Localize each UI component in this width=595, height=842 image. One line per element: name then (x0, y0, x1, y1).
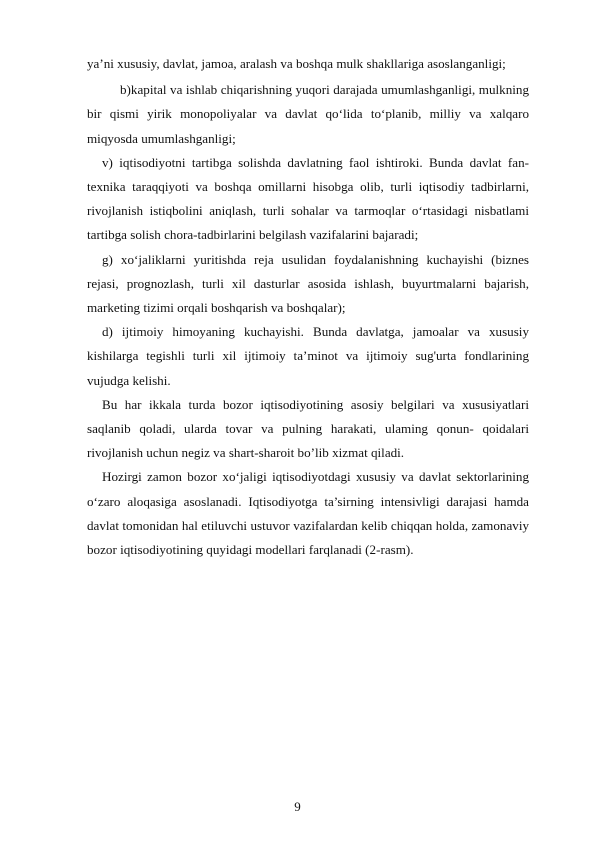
paragraph-g: g) xo‘jaliklarni yuritishda reja usulidan foydalanishning kuchayishi (biznes rejasi, prognozlash, turli xil dasturlar asosida ishlash, buyurtmalarni bajarish, marketing tizimi orqali boshqarish va boshqalar); (87, 251, 529, 316)
paragraph-bozor-belgilari: Bu har ikkala turda bozor iqtisodiyotining asosiy belgilari va xususiyatlari saqlanib qoladi, ularda tovar va pulning harakati, ulaming qonun- qoidalari rivojlanish uchun negiz va shart-sharoit bo’lib xizmat qiladi. (87, 396, 529, 461)
paragraph-v: v) iqtisodiyotni tartibga solishda davlatning faol ishtiroki. Bunda davlat fan-texnika taraqqiyoti va boshqa omillarni hisobga olib, turli iqtisodiy tadbirlarni, rivojlanish istiqbolini aniqlash, turli sohalar va tarmoqlar o‘rtasidagi nisbatlami tartibga solish chora-tadbirlarini belgilash vazifalarini bajaradi; (87, 154, 529, 243)
document-body (87, 52, 529, 562)
paragraph-b: b)kapital va ishlab chiqarishning yuqori darajada umumlashganligi, mulkning bir qismi yirik monopoliyalar va davlat qo‘lida to‘planib, milliy va xalqaro miqyosda umumlashganligi; (87, 82, 529, 146)
paragraph-d: d) ijtimoiy himoyaning kuchayishi. Bunda davlatga, jamoalar va xususiy kishilarga tegishli turli xil ijtimoiy ta’minot va ijtimoiy sug'urta fondlarining vujudga kelishi. (87, 324, 529, 388)
paragraph-hozirgi-zamon: Hozirgi zamon bozor xo‘jaligi iqtisodiyotdagi xususiy va davlat sektorlarining o‘zaro aloqasiga asoslanadi. Iqtisodiyotga ta’sirning intensivligi darajasi hamda davlat tomonidan hal etiluvchi ustuvor vazifalardan kelib chiqqan holda, zamonaviy bozor iqtisodiyotining quyidagi modellari farqlanadi (2-rasm). (87, 469, 529, 558)
paragraph-a-continuation: ya’ni xususiy, davlat, jamoa, aralash va boshqa mulk shakllariga asoslanganligi; (87, 56, 506, 71)
page-number: 9 (294, 799, 301, 814)
